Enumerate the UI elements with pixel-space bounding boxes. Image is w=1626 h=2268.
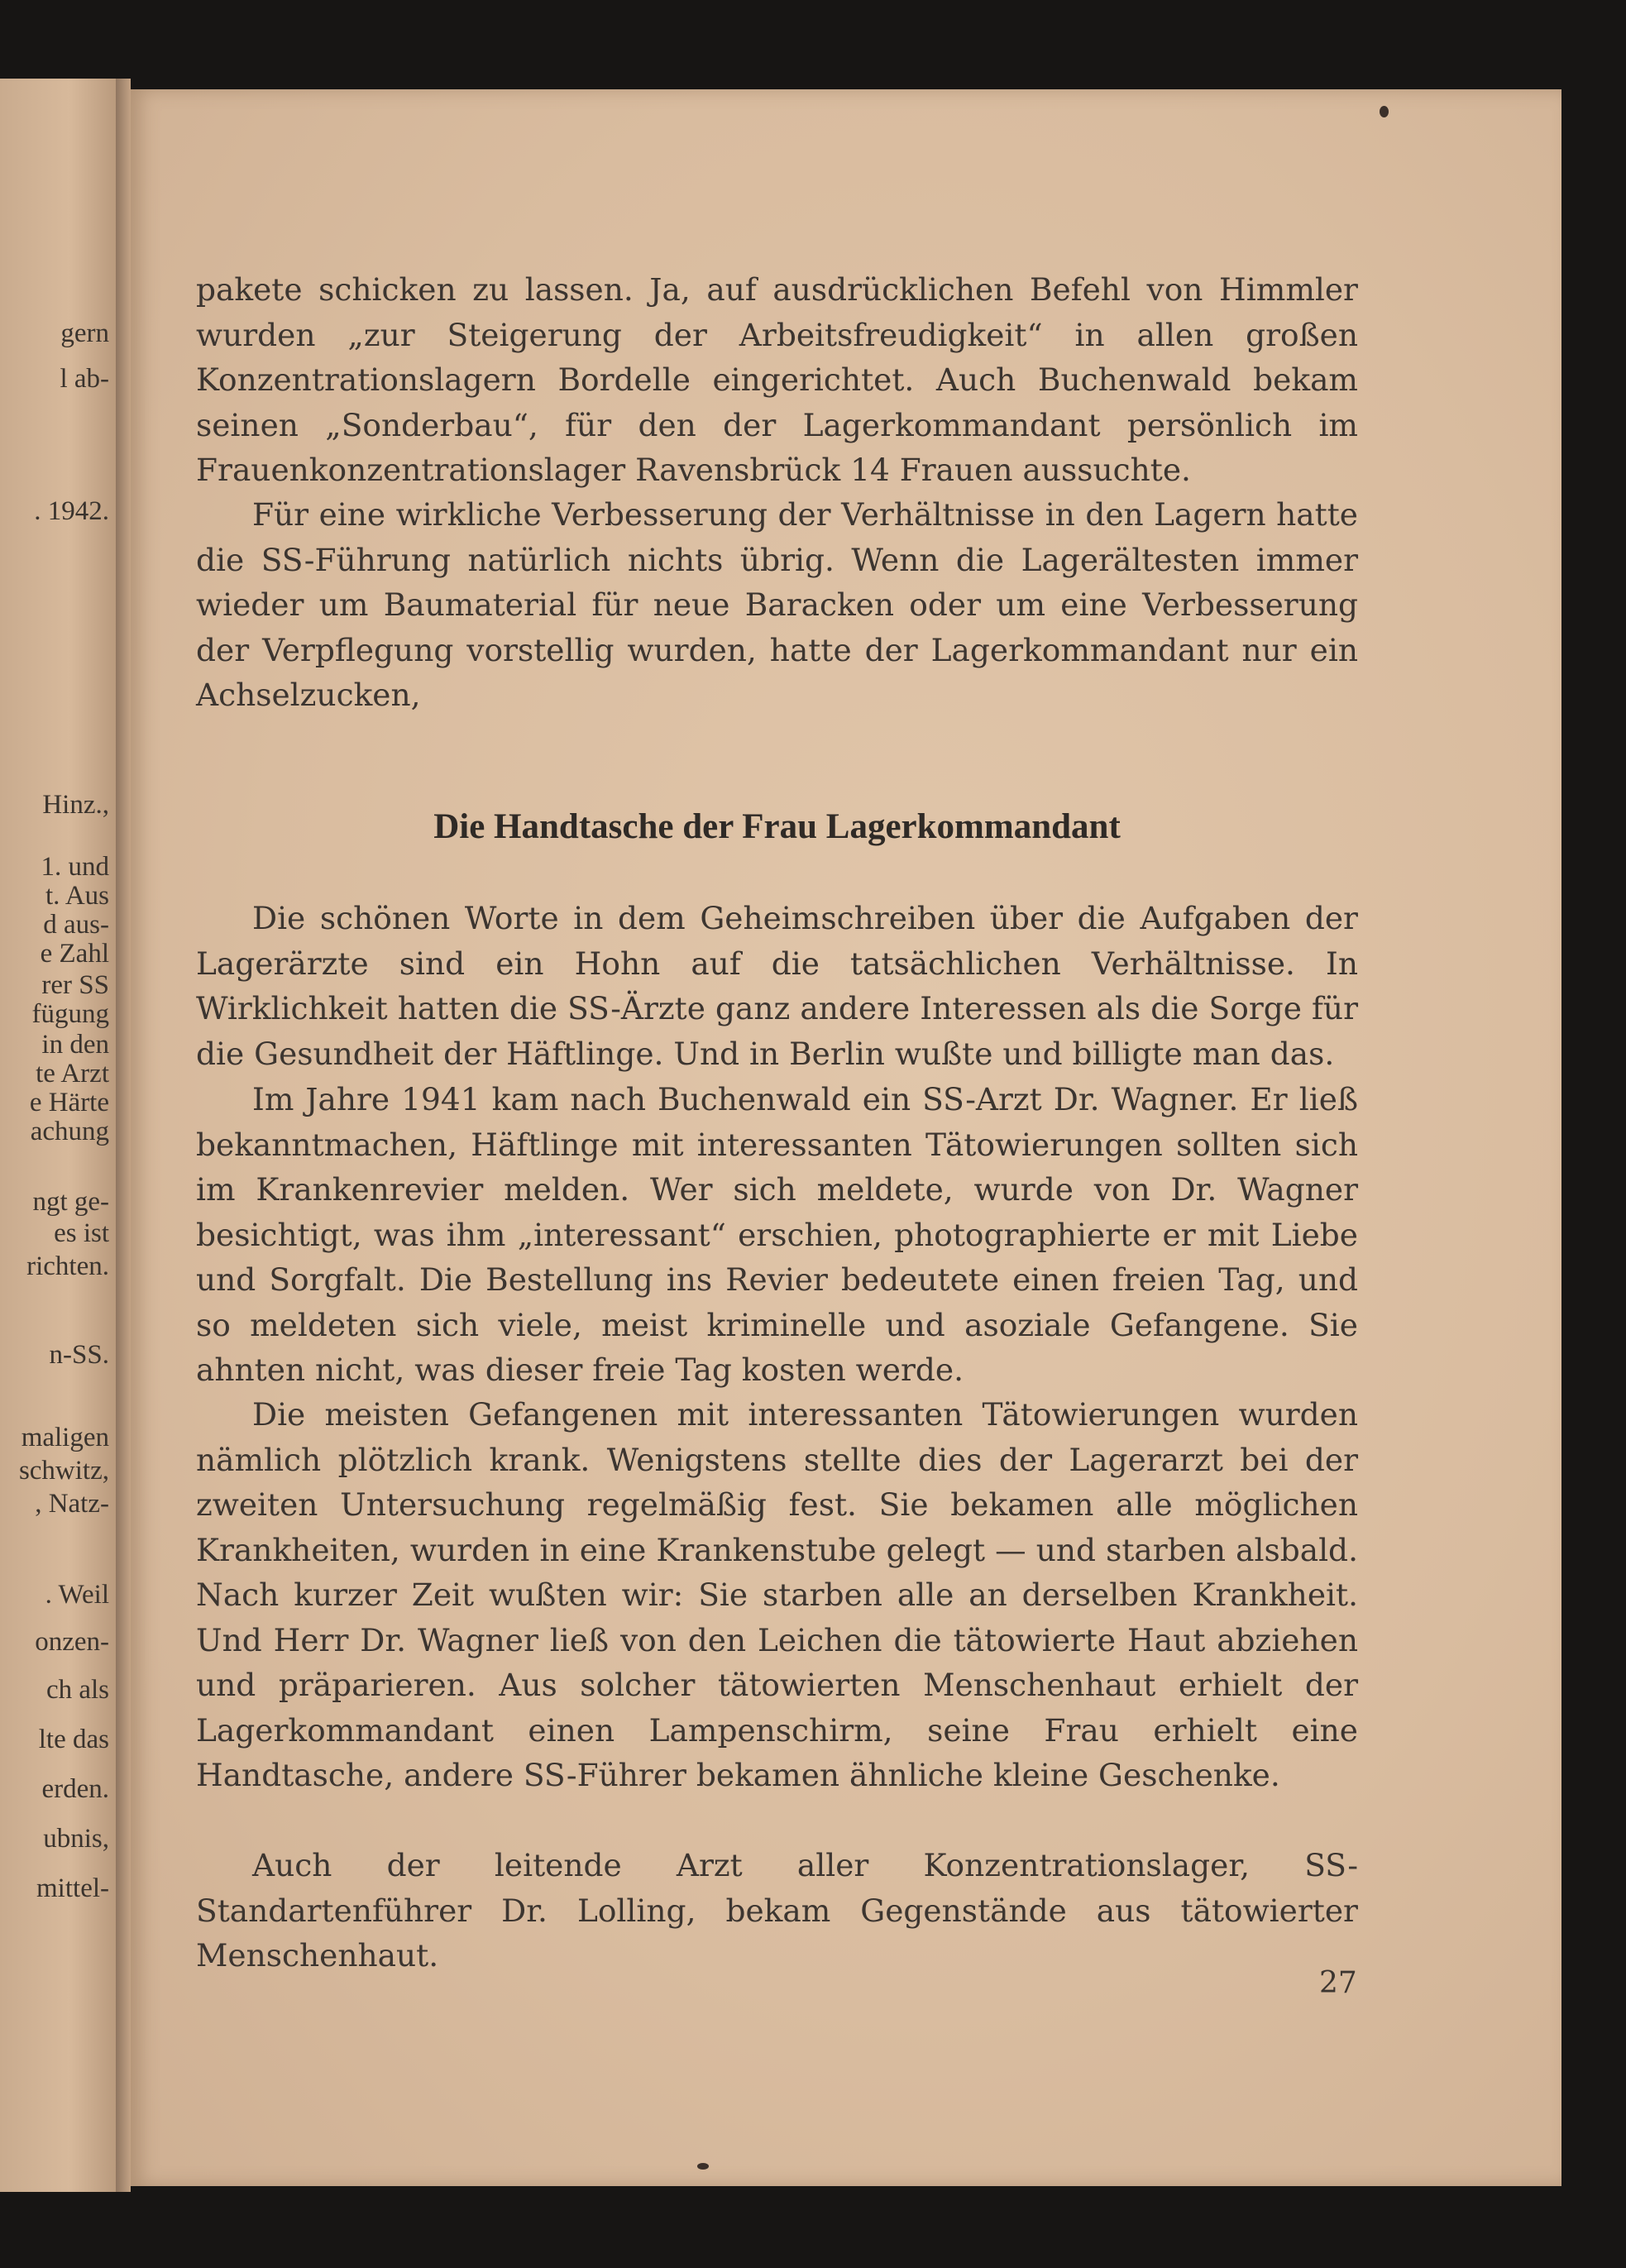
left-page-fragment: rer SS — [41, 970, 109, 1000]
left-page-fragment: achung — [30, 1117, 109, 1146]
left-page-fragment: richten. — [26, 1251, 109, 1281]
page-number: 27 — [1319, 1966, 1357, 2000]
book-gutter — [116, 79, 131, 2192]
left-page-edge — [0, 79, 116, 2192]
left-page-fragment: maligen — [21, 1423, 109, 1452]
left-page-fragment: ubnis, — [43, 1824, 109, 1854]
left-page-fragment: Hinz., — [42, 790, 109, 820]
left-page-fragment: e Zahl — [40, 939, 109, 969]
paragraph: Im Jahre 1941 kam nach Buchenwald ein SS-Arzt Dr. Wagner. Er ließ bekanntmachen, Häftlinge mit interessanten Tätowierungen sollten sich im Krankenrevier melden. Wer sich meldete, wurde von Dr. Wagner besichtigt, was ihm „interessant“ erschien, photographierte er mit Liebe und Sorgfalt. Die Bestellung ins Revier bedeutete einen freien Tag, und so meldeten sich viele, meist kriminelle und asoziale Gefangene. Sie ahnten nicht, was dieser freie Tag kosten werde. — [196, 1081, 1358, 1388]
left-page-fragment: erden. — [41, 1774, 109, 1804]
left-page-fragment: ch als — [45, 1675, 109, 1705]
left-page-fragment: e Härte — [29, 1088, 109, 1117]
left-page-fragment: in den — [41, 1030, 109, 1060]
paragraph: Auch der leitende Arzt aller Konzentrationslager, SS-Standartenführer Dr. Lolling, bekam Gegenstände aus tätowierter Menschenhaut. — [196, 1847, 1358, 1974]
left-page-fragment: te Arzt — [36, 1059, 109, 1089]
left-page-fragment: . 1942. — [34, 496, 109, 526]
left-page-fragment: lte das — [38, 1725, 109, 1754]
left-page-fragment: mittel- — [36, 1873, 109, 1903]
left-page-fragment: onzen- — [35, 1627, 109, 1657]
left-page-fragment: . Weil — [45, 1580, 109, 1610]
left-page-fragment: , Natz- — [35, 1489, 109, 1519]
paragraph: Die meisten Gefangenen mit interessanten Tätowierungen wurden nämlich plötzlich krank. Wenigstens stellte dies der Lagerarzt bei der zweiten Untersuchung regelmäßig fest. Sie bekamen alle möglichen Krankheiten, wurden in eine Krankenstube gelegt — und starben alsbald. Nach kurzer Zeit wußten wir: Sie starben alle an derselben Krankheit. Und Herr Dr. Wagner ließ von den Leichen die tätowierte Haut abziehen und präparieren. Aus solcher tätowierten Menschenhaut erhielt der Lagerkommandant einen Lampenschirm, seine Frau erhielt eine Handtasche, andere SS-Führer bekamen ähnliche kleine Geschenke. — [196, 1396, 1358, 1793]
left-page-fragment: 1. und — [41, 852, 109, 882]
ink-spot — [697, 2163, 709, 2170]
paragraph: pakete schicken zu lassen. Ja, auf ausdrücklichen Befehl von Himmler wurden „zur Steigerung der Arbeitsfreudigkeit“ in allen großen Konzentrationslagern Bordelle eingerichtet. Auch Buchenwald bekam seinen „Sonderbau“, für den der Lagerkommandant persönlich im Frauenkonzentrationslager Ravensbrück 14 Frauen aussuchte. — [196, 271, 1358, 488]
left-page-fragment: l ab- — [60, 364, 109, 394]
left-page-fragment: ngt ge- — [32, 1187, 109, 1217]
section-heading: Die Handtasche der Frau Lagerkommandant — [433, 807, 1121, 846]
left-page-fragment: n-SS. — [49, 1340, 109, 1370]
left-page-fragment: schwitz, — [18, 1456, 109, 1486]
left-page-fragment: t. Aus — [45, 881, 109, 911]
left-page-fragment: gern — [60, 318, 109, 348]
left-page-fragment: fügung — [31, 999, 109, 1029]
left-page-fragment: d aus- — [43, 910, 109, 940]
left-page-fragment: es ist — [54, 1218, 109, 1248]
ink-spot — [1380, 106, 1389, 117]
paragraph: Die schönen Worte in dem Geheimschreiben über die Aufgaben der Lagerärzte sind ein Hohn auf die tatsächlichen Verhältnisse. In Wirklichkeit hatten die SS-Ärzte ganz andere Interessen als die Sorge für die Gesundheit der Häftlinge. Und in Berlin wußte und billigte man das. — [196, 900, 1358, 1072]
paragraph: Für eine wirkliche Verbesserung der Verhältnisse in den Lagern hatte die SS-Führung natürlich nichts übrig. Wenn die Lagerältesten immer wieder um Baumaterial für neue Baracken oder um eine Verbesserung der Verpflegung vorstellig wurden, hatte der Lagerkommandant nur ein Achselzucken, — [196, 496, 1358, 713]
